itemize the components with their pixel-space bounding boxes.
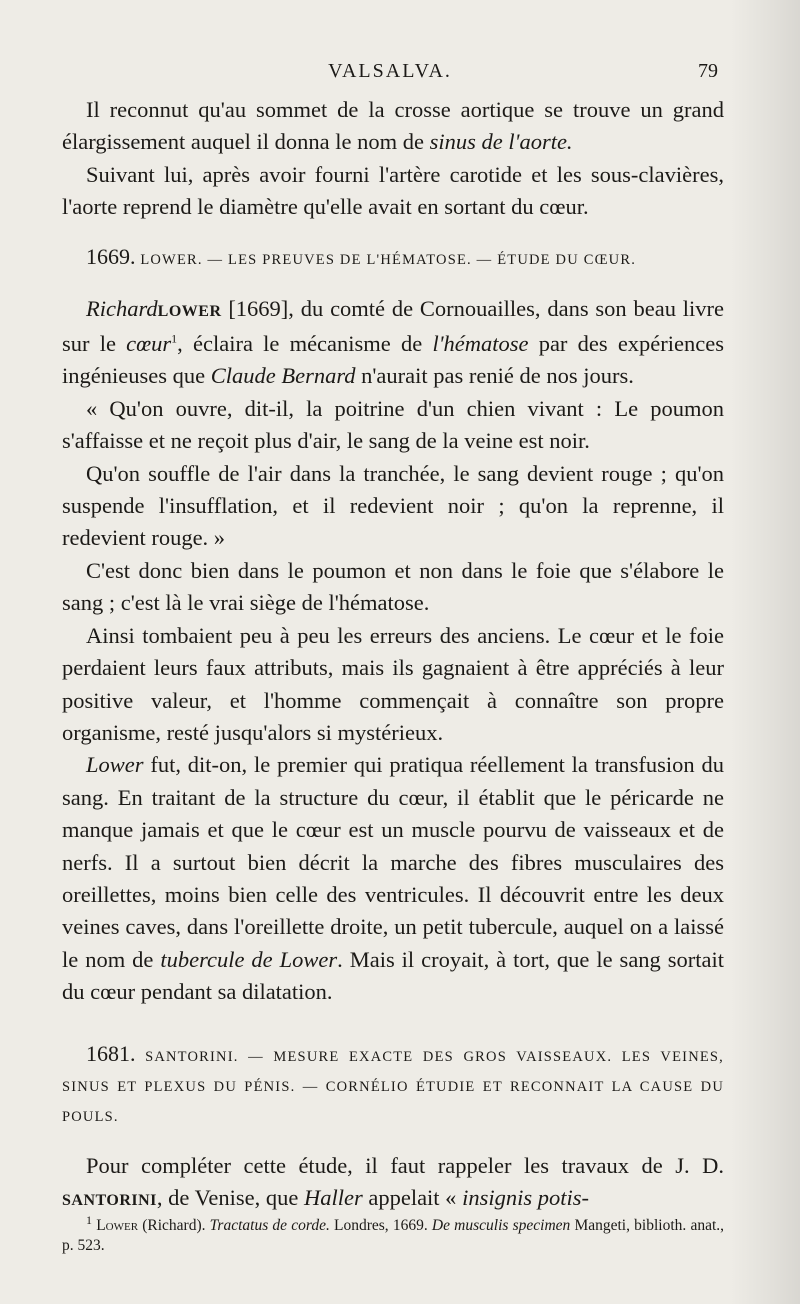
paragraph-lower-intro: RichardLOWER [1669], du comté de Cornouailles, dans son beau livre sur le cœur$^1$, éclaira le mécanisme de l'hématose par des expériences ingénieuses que Claude Bernard n'aurait pas renié de nos jours. <box>62 295 725 389</box>
paragraph-aortic-sinus: Il reconnut qu'au sommet de la crosse aortique se trouve un grand élargissement auquel il donna le nom de sinus de l'aorte. <box>62 97 724 155</box>
footnote-mark: 1 <box>86 1212 92 1227</box>
section-heading-santorini <box>62 1039 724 1132</box>
paragraph-quote-insufflation: Qu'on souffle de l'air dans la tranchée, le sang devient rouge ; qu'on suspende l'insufflation, et il redevient noir ; qu'on la reprenne, il redevient rouge. » <box>62 460 724 551</box>
page-number: 79 <box>698 60 718 82</box>
paragraph-quote-dog: « Qu'on ouvre, dit-il, la poitrine d'un chien vivant : Le poumon s'affaisse et ne reçoit plus d'air, le sang de la veine est noir. <box>62 395 724 454</box>
running-head: VALSALVA. <box>328 60 452 82</box>
footnote-reference: 1 <box>171 331 178 346</box>
paragraph-transfusion: Lower fut, dit-on, le premier qui pratiqua réellement la transfusion du sang. En traitant de la structure du cœur, il établit que le péricarde ne manque jamais et que le cœur est un muscle pourvu de vaisseaux et de nerfs. Il a surtout bien décrit la marche des fibres musculaires des oreillettes, moins bien celle des ventricules. Il découvrit entre les deux veines caves, dans l'oreillette droite, un petit tubercule, auquel on a laissé le nom de tubercule de Lower. Mais il croyait, à tort, que le sang sortait du cœur pendant sa dilatation. <box>62 752 724 1005</box>
section-title: LOWER. — LES PREUVES DE L'HÉMATOSE. — ÉTUDE DU CŒUR. <box>140 251 637 268</box>
main-text <box>62 94 724 1217</box>
paragraph-aorta-diameter: Suivant lui, après avoir fourni l'artère carotide et les sous-clavières, l'aorte reprend le diamètre qu'elle avait en sortant du cœur. <box>62 161 724 220</box>
paragraph-santorini: Pour compléter cette étude, il faut rappeler les travaux de J. D. SANTORINI, de Venise, que Haller appelait « insignis potis- <box>62 1152 724 1210</box>
section-title: SANTORINI. — MESURE EXACTE DES GROS VAISSEAUX. LES VEINES, SINUS ET PLEXUS DU PÉNIS. — CORNÉLIO ÉTUDIE ET RECONNAIT LA CAUSE DU POULS. <box>62 1048 725 1125</box>
paragraph-ancients-errors: Ainsi tombaient peu à peu les erreurs des anciens. Le cœur et le foie perdaient leurs faux attributs, mais ils gagnaient à être appréciés à leur positive valeur, et l'homme commençait à connaître son propre organisme, resté jusqu'alors si mystérieux. <box>62 622 724 745</box>
section-year: 1681. <box>86 1040 136 1066</box>
paragraph-hematose-lung: C'est donc bien dans le poumon et non dans le foie que s'élabore le sang ; c'est là le vrai siège de l'hématose. <box>62 557 724 616</box>
section-year: 1669. <box>86 243 136 269</box>
page-edge-shadow <box>730 0 800 1304</box>
section-heading-lower <box>62 242 724 275</box>
footnote: $^1$ Lower (Richard). Tractatus de corde. Londres, 1669. De musculis specimen Mangeti, biblioth. anat., p. 523. <box>62 1212 725 1254</box>
page-header <box>62 60 718 90</box>
